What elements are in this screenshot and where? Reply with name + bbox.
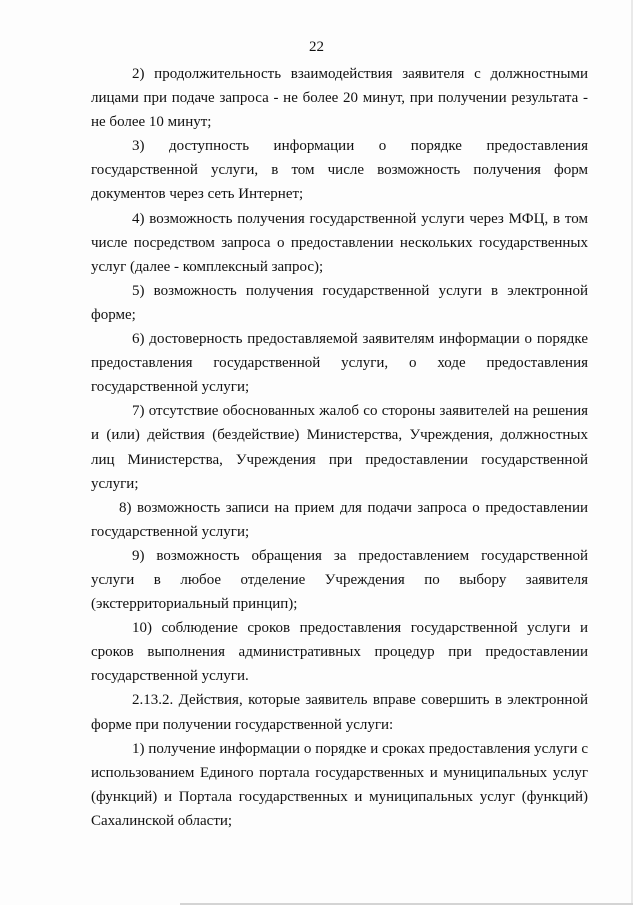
paragraph-item-10: 10) соблюдение сроков предоставления государственной услуги и сроков выполнения административных процедур при предоставлении государственной услуги. [91, 620, 588, 685]
section-2-13-2-heading: 2.13.2. Действия, которые заявитель вправе совершить в электронной форме при получении государственной услуги: [91, 692, 588, 733]
page-number: 22 [309, 39, 324, 55]
paragraph-item-3: 3) доступность информации о порядке предоставления государственной услуги, в том числе возможность получения форм документов через сеть Интернет; [91, 138, 588, 203]
document-body [91, 62, 588, 833]
paragraph-item-7: 7) отсутствие обоснованных жалоб со стороны заявителей на решения и (или) действия (бездействие) Министерства, Учреждения, должностных лиц Министерства, Учреждения при предоставлении государственной услуги; [91, 403, 588, 492]
paragraph-item-6: 6) достоверность предоставляемой заявителям информации о порядке предоставления государственной услуги, о ходе предоставления государственной услуги; [91, 331, 588, 396]
subsection-item-1: 1) получение информации о порядке и сроках предоставления услуги с использованием Единого портала государственных и муниципальных услуг (функций) и Портала государственных и муниципальных услуг (функций) Сахалинской области; [91, 740, 588, 829]
paragraph-item-5: 5) возможность получения государственной услуги в электронной форме; [91, 282, 588, 323]
paragraph-item-9: 9) возможность обращения за предоставлением государственной услуги в любое отделение Учреждения по выбору заявителя (экстерриториальный принцип); [91, 547, 588, 613]
paragraph-item-2: 2) продолжительность взаимодействия заявителя с должностными лицами при подаче запроса - не более 20 минут, при получении результата - не более 10 минут; [91, 66, 588, 131]
paragraph-item-8: 8) возможность записи на прием для подачи запроса о предоставлении государственной услуги; [91, 499, 588, 540]
paragraph-item-4: 4) возможность получения государственной услуги через МФЦ, в том числе посредством запроса о предоставлении нескольких государственных услуг (далее - комплексный запрос); [91, 210, 588, 275]
